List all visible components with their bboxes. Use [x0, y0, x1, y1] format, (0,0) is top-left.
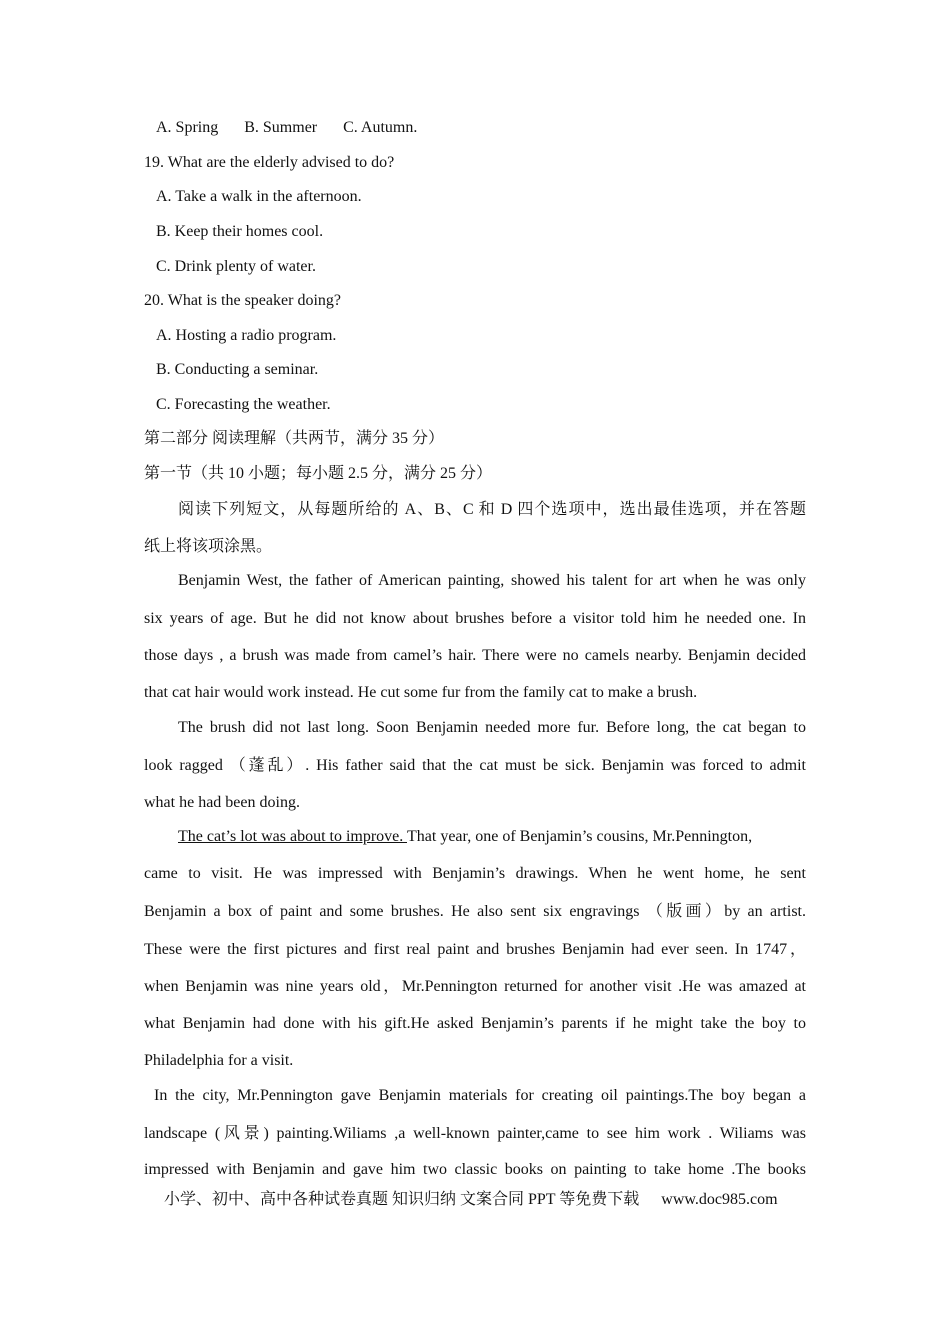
para1-line-2: six years of age. But he did not know about brushes before a visitor told him he needed one. In [144, 610, 806, 627]
section1-heading: 第一节（共 10 小题；每小题 2.5 分，满分 25 分） [144, 465, 493, 482]
para2-line-3: what he had been doing. [144, 794, 300, 811]
para3-line-3: Benjamin a box of paint and some brushes. He also sent six engravings （版画）by an artist. [144, 903, 806, 920]
q18-option-b: B. Summer [244, 119, 318, 136]
q20-stem: 20. What is the speaker doing? [144, 292, 341, 309]
para3-line-2: came to visit. He was impressed with Benjamin’s drawings. When he went home, he sent [144, 865, 806, 882]
para3-line-1 [178, 827, 752, 847]
q20-option-c: C. Forecasting the weather. [156, 396, 331, 413]
q20-option-b: B. Conducting a seminar. [156, 361, 319, 378]
q19-option-c: C. Drink plenty of water. [156, 258, 316, 275]
q20-option-a: A. Hosting a radio program. [156, 327, 337, 344]
q18-option-c: C. Autumn. [343, 119, 418, 136]
para3-line-7: Philadelphia for a visit. [144, 1052, 294, 1069]
footer-text: 小学、初中、高中各种试卷真题 知识归纳 文案合同 PPT 等免费下载 [164, 1191, 640, 1208]
part2-heading: 第二部分 阅读理解（共两节，满分 35 分） [144, 430, 445, 447]
para3-line-4: These were the first pictures and first real paint and brushes Benjamin had ever seen. In 1747， [144, 941, 806, 958]
q19-option-a: A. Take a walk in the afternoon. [156, 188, 362, 205]
para2-line-1: The brush did not last long. Soon Benjamin needed more fur. Before long, the cat began to [178, 719, 806, 736]
q18-options [156, 118, 443, 138]
footer-url: www.doc985.com [661, 1191, 778, 1208]
para3-line-6: what Benjamin had done with his gift.He asked Benjamin’s parents if he might take the boy to [144, 1015, 806, 1032]
q19-option-b: B. Keep their homes cool. [156, 223, 324, 240]
instructions-line-1: 阅读下列短文，从每题所给的 A、B、C 和 D 四个选项中，选出最佳选项，并在答题 [178, 501, 806, 518]
para1-line-1: Benjamin West, the father of American painting, showed his talent for art when he was only [178, 572, 806, 589]
para2-line-2: look ragged （蓬乱）. His father said that the cat must be sick. Benjamin was forced to admit [144, 757, 806, 774]
para3-line-1-rest: That year, one of Benjamin’s cousins, Mr.Pennington, [407, 828, 753, 845]
para4-line-2: landscape (风景) painting.Wiliams ,a well-known painter,came to see him work . Wiliams was [144, 1125, 806, 1142]
para4-line-1: In the city, Mr.Pennington gave Benjamin materials for creating oil paintings.The boy began a [154, 1087, 806, 1104]
para1-line-3: those days , a brush was made from camel’s hair. There were no camels nearby. Benjamin decided [144, 647, 806, 664]
para4-line-3: impressed with Benjamin and gave him two classic books on painting to take home .The books [144, 1161, 806, 1178]
page-footer [164, 1190, 778, 1210]
instructions-line-2: 纸上将该项涂黑。 [144, 538, 273, 555]
q18-option-a: A. Spring [156, 119, 219, 136]
q19-stem: 19. What are the elderly advised to do? [144, 154, 395, 171]
underlined-sentence: The cat’s lot was about to improve. [178, 828, 407, 845]
para3-line-5: when Benjamin was nine years old，Mr.Pennington returned for another visit .He was amazed at [144, 978, 806, 995]
para1-line-4: that cat hair would work instead. He cut some fur from the family cat to make a brush. [144, 684, 698, 701]
